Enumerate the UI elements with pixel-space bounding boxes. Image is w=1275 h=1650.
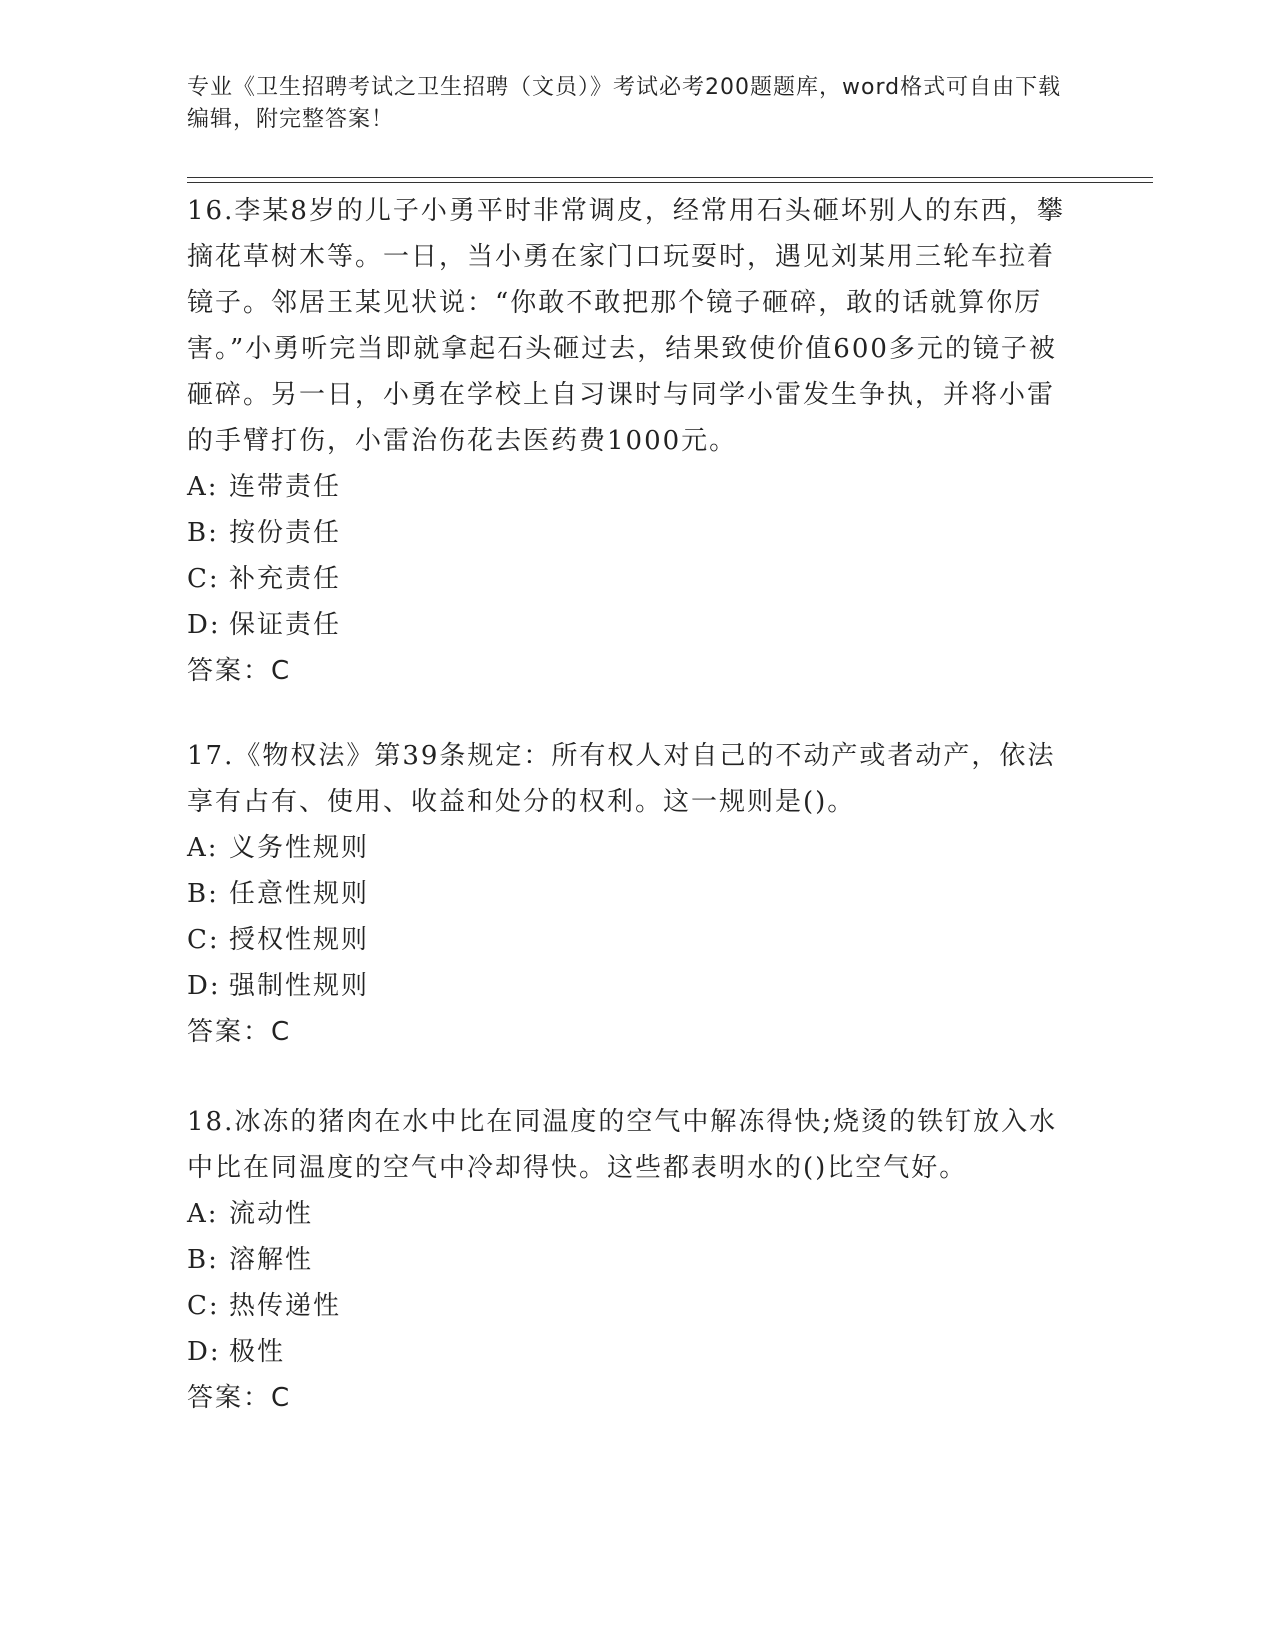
option-letter: D: — [187, 971, 221, 1001]
option-text: 热传递性 — [229, 1291, 342, 1321]
option-text: 极性 — [229, 1337, 286, 1367]
option-letter: D: — [187, 1337, 221, 1367]
option-text: 连带责任 — [229, 472, 342, 502]
option-d — [187, 963, 1067, 1009]
question-16 — [187, 188, 1067, 694]
question-stem: 18.冰冻的猪肉在水中比在同温度的空气中解冻得快;烧烫的铁钉放入水中比在同温度的空气中冷却得快。这些都表明水的()比空气好。 — [187, 1107, 1058, 1183]
answer-line: 答案：C — [187, 656, 292, 686]
option-b — [187, 510, 1067, 556]
option-a — [187, 825, 1067, 871]
option-c — [187, 1283, 1067, 1329]
option-text: 任意性规则 — [229, 879, 370, 909]
option-a — [187, 464, 1067, 510]
question-stem: 16.李某8岁的儿子小勇平时非常调皮，经常用石头砸坏别人的东西，攀摘花草树木等。一日，当小勇在家门口玩耍时，遇见刘某用三轮车拉着镜子。邻居王某见状说：“你敢不敢把那个镜子砸碎，敢的话就算你厉害。”小勇听完当即就拿起石头砸过去，结果致使价值600多元的镜子被砸碎。另一日，小勇在学校上自习课时与同学小雷发生争执，并将小雷的手臂打伤，小雷治伤花去医药费1000元。 — [187, 196, 1065, 456]
question-17 — [187, 733, 1067, 1055]
option-text: 溶解性 — [229, 1245, 314, 1275]
option-letter: D: — [187, 610, 221, 640]
option-text: 补充责任 — [229, 564, 342, 594]
header-text: 专业《卫生招聘考试之卫生招聘（文员）》考试必考200题题库，word格式可自由下载编辑，附完整答案！ — [187, 75, 1062, 132]
option-text: 流动性 — [229, 1199, 314, 1229]
option-letter: A: — [187, 1199, 219, 1229]
option-letter: B: — [187, 879, 219, 909]
option-text: 保证责任 — [229, 610, 342, 640]
option-letter: C: — [187, 1291, 220, 1321]
option-text: 授权性规则 — [229, 925, 370, 955]
option-letter: C: — [187, 925, 220, 955]
option-text: 强制性规则 — [229, 971, 370, 1001]
option-d — [187, 602, 1067, 648]
answer-line: 答案：C — [187, 1383, 292, 1413]
option-d — [187, 1329, 1067, 1375]
option-letter: B: — [187, 1245, 219, 1275]
header-rule-top — [187, 177, 1153, 178]
option-text: 按份责任 — [229, 518, 342, 548]
answer-line: 答案：C — [187, 1017, 292, 1047]
option-letter: B: — [187, 518, 219, 548]
option-b — [187, 1237, 1067, 1283]
option-text: 义务性规则 — [229, 833, 370, 863]
option-letter: C: — [187, 564, 220, 594]
option-c — [187, 917, 1067, 963]
option-a — [187, 1191, 1067, 1237]
option-c — [187, 556, 1067, 602]
question-stem: 17.《物权法》第39条规定：所有权人对自己的不动产或者动产，依法享有占有、使用、收益和处分的权利。这一规则是()。 — [187, 741, 1056, 817]
header-rule-bottom — [187, 182, 1153, 183]
document-header — [187, 72, 1067, 136]
option-letter: A: — [187, 833, 219, 863]
option-b — [187, 871, 1067, 917]
question-18 — [187, 1099, 1067, 1421]
option-letter: A: — [187, 472, 219, 502]
